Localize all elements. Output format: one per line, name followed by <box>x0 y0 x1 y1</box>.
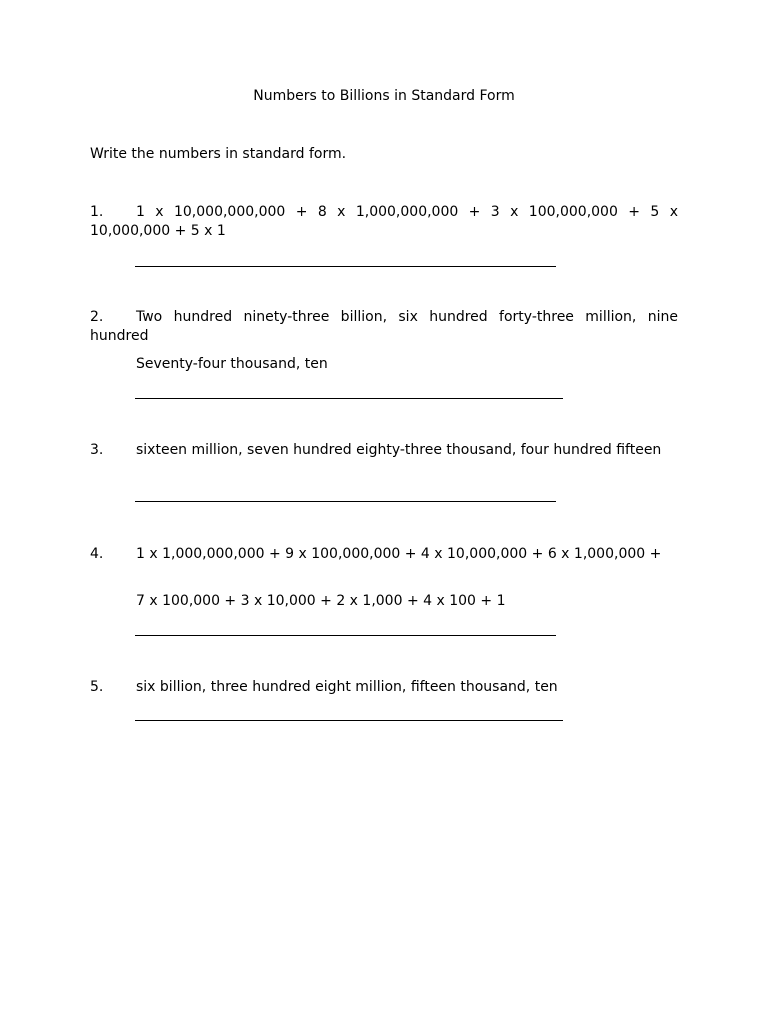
question-number: 5. <box>90 679 104 695</box>
question-text: six billion, three hundred eight million, fifteen thousand, ten <box>136 679 558 695</box>
question-text: 1 x 10,000,000,000 + 8 x 1,000,000,000 + 3 x 100,000,000 + 5 x 10,000,000 + 5 x 1 <box>90 204 678 239</box>
answer-line-4[interactable] <box>135 635 556 636</box>
question-text: 1 x 1,000,000,000 + 9 x 100,000,000 + 4 x 10,000,000 + 6 x 1,000,000 + <box>136 546 662 562</box>
answer-line-1[interactable] <box>135 266 556 267</box>
answer-line-5[interactable] <box>135 720 563 721</box>
question-2 <box>90 308 678 346</box>
question-number: 3. <box>90 442 104 458</box>
instruction-text: Write the numbers in standard form. <box>90 146 347 162</box>
question-4-continuation: 7 x 100,000 + 3 x 10,000 + 2 x 1,000 + 4 x 100 + 1 <box>136 593 506 609</box>
question-text: Two hundred ninety-three billion, six hundred forty-three million, nine hundred <box>90 309 678 344</box>
answer-line-3[interactable] <box>135 501 556 502</box>
question-number: 2. <box>90 309 104 325</box>
question-2-continuation: Seventy-four thousand, ten <box>136 356 328 372</box>
question-number: 1. <box>90 204 104 220</box>
question-1 <box>90 203 678 241</box>
worksheet-title: Numbers to Billions in Standard Form <box>253 88 515 104</box>
question-5 <box>90 678 558 697</box>
question-4 <box>90 545 678 564</box>
answer-line-2[interactable] <box>135 398 563 399</box>
question-text: sixteen million, seven hundred eighty-three thousand, four hundred fifteen <box>136 442 662 458</box>
question-3 <box>90 441 678 460</box>
question-number: 4. <box>90 546 104 562</box>
